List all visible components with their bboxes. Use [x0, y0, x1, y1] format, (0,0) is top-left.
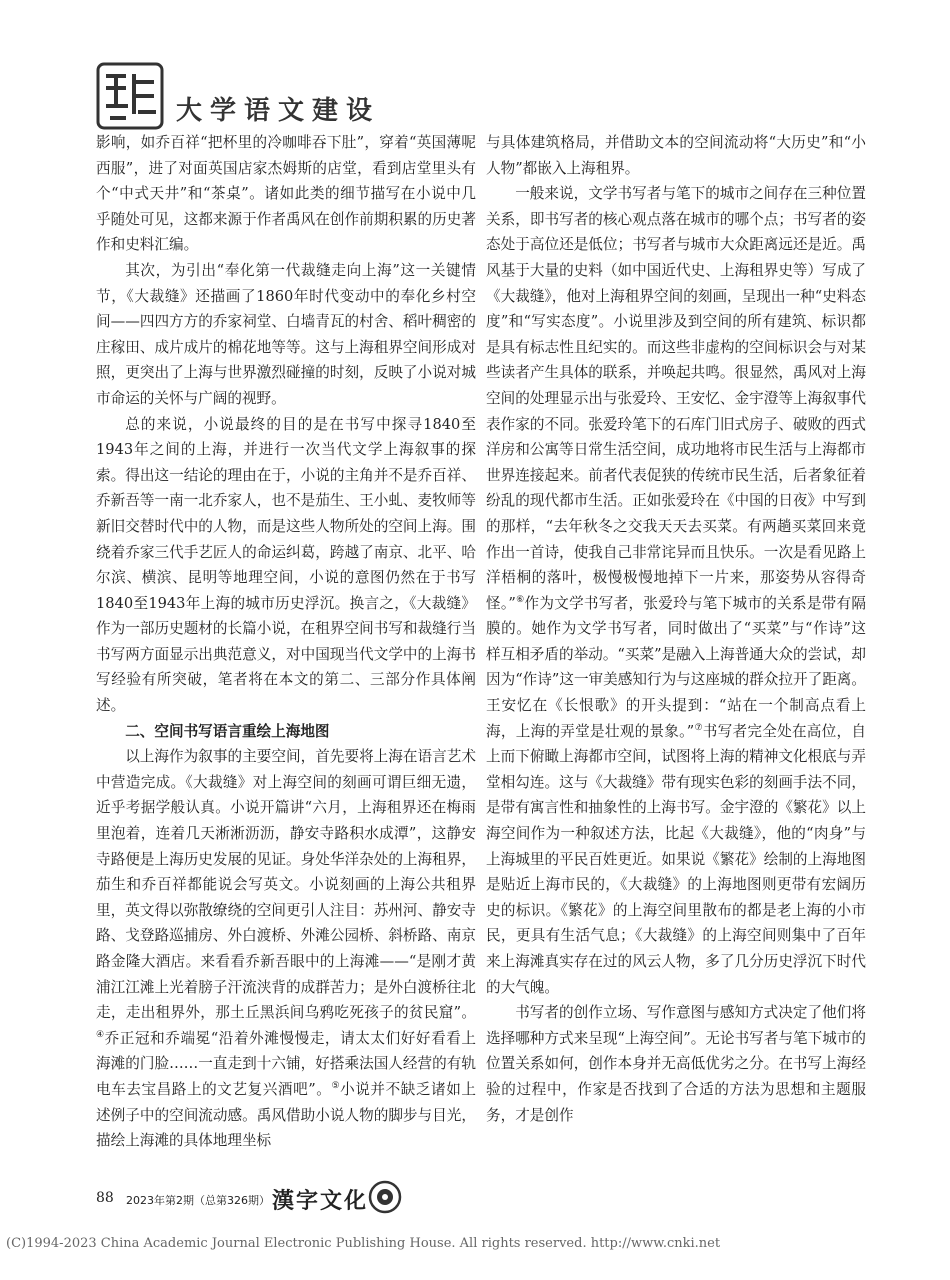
footnote-marker[interactable]: ⑤ — [331, 1081, 341, 1092]
section-heading: 二、空间书写语言重绘上海地图 — [125, 722, 330, 740]
paragraph-text: 以上海作为叙事的主要空间，首先要将上海在语言艺术中营造完成。《大裁缝》对上海空间的刻画可谓巨细无遗，近乎考据学般认真。小说开篇讲“六月，上海租界还在梅雨里泡着，连着几天淅淅沥沥，静安寺路积水成潭”，这静安寺路便是上海历史发展的见证。身处华洋杂处的上海租界，茄生和乔百祥都能说会写英文。小说刻画的上海公共租界里，英文得以弥散缭绕的空间更引人注目：苏州河、静安寺路、戈登路巡捕房、外白渡桥、外滩公园桥、斜桥路、南京路金隆大酒店。来看看乔新吾眼中的上海滩——“是刚才黄浦江江滩上光着膀子汗流浃背的成群苦力；是外白渡桥往北走，走出租界外，那土丘黑浜间乌鸦吃死孩子的贫民窟”。 — [96, 748, 476, 1022]
brand-seal-icon — [368, 1180, 402, 1214]
left-column — [96, 130, 476, 1154]
paragraph-text: 小说并不缺乏诸如上述例子中的空间流动感。禹风借助小说人物的脚步与目光，描绘上海滩的具体地理坐标 — [96, 1080, 476, 1150]
copyright-notice: (C)1994-2023 China Academic Journal Electronic Publishing House. All rights reserved. http://www.cnki.net — [6, 1236, 721, 1251]
paragraph-text: 书写者完全处在高位，自上而下俯瞰上海都市空间，试图将上海的精神文化根底与弄堂相勾连。这与《大裁缝》带有现实色彩的刻画手法不同，是带有寓言性和抽象性的上海书写。金宇澄的《繁花》以上海空间作为一种叙述方法，比起《大裁缝》，他的“肉身”与上海城里的平民百姓更近。如果说《繁花》绘制的上海地图是贴近上海市民的，《大裁缝》的上海地图则更带有宏阔历史的标识。《繁花》的上海空间里散布的都是老上海的小市民，更具有生活气息；《大裁缝》的上海空间则集中了百年来上海滩真实存在过的风云人物，多了几分历史浮沉下时代的大气魄。 — [486, 722, 866, 996]
paragraph: 与具体建筑格局，并借助文本的空间流动将“大历史”和“小人物”都嵌入上海租界。 — [486, 134, 866, 177]
page-footer — [96, 1180, 596, 1220]
right-column — [486, 130, 866, 1128]
footnote-marker[interactable]: ⑦ — [694, 722, 703, 733]
page-number: 88 — [96, 1190, 114, 1206]
paragraph-text: 一般来说，文学书写者与笔下的城市之间存在三种位置关系，即书写者的核心观点落在城市的哪个点；书写者的姿态处于高位还是低位；书写者与城市大众距离远还是近。禹风基于大量的史料（如中国近代史、上海租界史等）写成了《大裁缝》，他对上海租界空间的刻画，呈现出一种“史料态度”和“写实态度”。小说里涉及到空间的所有建筑、标识都是具有标志性且纪实的。而这些非虚构的空间标识会与对某些读者产生具体的联系，并唤起共鸣。很显然，禹风对上海空间的处理显示出与张爱玲、王安忆、金宇澄等上海叙事代表作家的不同。张爱玲笔下的石库门旧式房子、破败的西式洋房和公寓等日常生活空间，成功地将市民生活与上海都市世界连接起来。前者代表促狭的传统市民生活，后者象征着纷乱的现代都市生活。正如张爱玲在《中国的日夜》中写到的那样，“去年秋冬之交我天天去买菜。有两趟买菜回来竟作出一首诗，使我自己非常诧异而且快乐。一次是看见路上洋梧桐的落叶，极慢极慢地掉下一片来，那姿势从容得奇怪。” — [486, 185, 866, 612]
issue-info: 2023年第2期（总第326期） — [126, 1194, 270, 1207]
paragraph: 其次，为引出“奉化第一代裁缝走向上海”这一关键情节，《大裁缝》还描画了1860年时代变动中的奉化乡村空间——四四方方的乔家祠堂、白墙青瓦的村舍、稻叶稠密的庄稼田、成片成片的棉花地等等。这与上海租界空间形成对照，更突出了上海与世界激烈碰撞的时刻，反映了小说对城市命运的关怀与广阔的视野。 — [96, 261, 476, 407]
paragraph-text: 作为文学书写者，张爱玲与笔下城市的关系是带有隔膜的。她作为文学书写者，同时做出了“买菜”与“作诗”这样互相矛盾的举动。“买菜”是融入上海普通大众的尝试，却因为“作诗”这一审美感知行为与这座城的群众拉开了距离。王安忆在《长恨歌》的开头提到：“站在一个制高点看上海，上海的弄堂是壮观的景象。” — [486, 594, 866, 740]
journal-logo-icon — [96, 62, 164, 130]
paragraph: 书写者的创作立场、写作意图与感知方式决定了他们将选择哪种方式来呈现“上海空间”。无论书写者与笔下城市的位置关系如何，创作本身并无高低优劣之分。在书写上海经验的过程中，作家是否找到了合适的方法为思想和主题服务，才是创作 — [486, 1004, 866, 1124]
paragraph — [486, 181, 866, 1000]
paragraph: 影响，如乔百祥“把杯里的冷咖啡吞下肚”，穿着“英国薄呢西服”，进了对面英国店家杰姆斯的店堂，看到店堂里头有个“中式天井”和“茶桌”。诸如此类的细节描写在小说中几乎随处可见，这都来源于作者禹风在创作前期积累的历史著作和史料汇编。 — [96, 134, 476, 254]
page-header — [96, 62, 856, 132]
footnote-marker[interactable]: ⑥ — [515, 594, 525, 605]
paragraph-text: 乔正冠和乔端冕“沿着外滩慢慢走，请太太们好好看看上海滩的门脸……一直走到十六铺，好搭乘法国人经营的有轨电车去宝昌路上的文艺复兴酒吧”。 — [96, 1029, 476, 1098]
footnote-marker[interactable]: ④ — [96, 1029, 105, 1040]
brand-name: 漢字文化 — [272, 1188, 369, 1214]
journal-title: 大学语文建设 — [176, 96, 381, 126]
paragraph — [96, 744, 476, 1154]
paragraph: 总的来说，小说最终的目的是在书写中探寻1840至1943年之间的上海，并进行一次当代文学上海叙事的探索。得出这一结论的理由在于，小说的主角并不是乔百祥、乔新吾等一南一北乔家人，也不是茄生、王小虬、麦牧师等新旧交替时代中的人物，而是这些人物所处的空间上海。围绕着乔家三代手艺匠人的命运纠葛，跨越了南京、北平、哈尔滨、横滨、昆明等地理空间，小说的意图仍然在于书写1840至1943年上海的城市历史浮沉。换言之，《大裁缝》作为一部历史题材的长篇小说，在租界空间书写和裁缝行当书写两方面显示出典范意义，对中国现当代文学中的上海书写经验有所突破，笔者将在本文的第二、三部分作具体阐述。 — [96, 415, 476, 715]
